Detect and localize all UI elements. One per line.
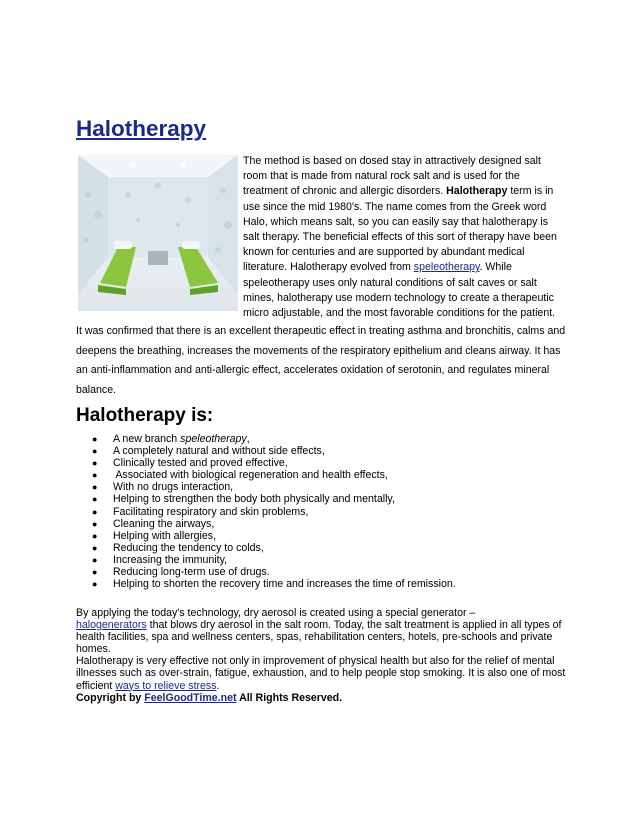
list-item: ● A completely natural and without side effects, [92, 445, 325, 458]
speleotherapy-link[interactable]: speleotherapy [413, 261, 480, 274]
list-item: ● Cleaning the airways, [92, 517, 215, 530]
intro-bold-term: Halotherapy [446, 185, 508, 198]
list-item: ● Facilitating respiratory and skin problems, [92, 505, 309, 518]
halogenerators-link[interactable]: halogenerators [76, 619, 147, 632]
page-title: Halotherapy [76, 116, 207, 141]
bullet-icon: ● [92, 542, 98, 553]
section-heading: Halotherapy is: [76, 405, 214, 426]
list-item: ● Helping to shorten the recovery time and increases the time of remission. [92, 578, 456, 591]
salt-room-photo [78, 155, 238, 311]
bullet-icon: ● [92, 494, 98, 505]
copyright-line: Copyright by FeelGoodTime.net All Rights Reserved. [76, 691, 343, 704]
bullet-icon: ● [92, 567, 98, 578]
list-item: ● Reducing long-term use of drugs. [92, 566, 270, 579]
feelgoodtime-link[interactable]: FeelGoodTime.net [144, 691, 237, 704]
intro-paragraph [243, 154, 565, 321]
relieve-stress-link[interactable]: ways to relieve stress [115, 679, 217, 692]
bullet-icon: ● [92, 518, 98, 529]
list-item: ● Associated with biological regeneration and health effects, [92, 469, 388, 482]
benefits-text: It was confirmed that there is an excellent therapeutic effect in treating asthma and bronchitis, calms and deepens the breathing, increases the movements of the respiratory epithelium and cleans airway. It has an anti-inflammation and anti-allergic effect, accelerates oxidation of serotonin, and regulates mineral balance. [76, 325, 566, 396]
bullet-icon: ● [92, 554, 98, 565]
intro-text-3: . While speleotherapy uses only natural conditions of salt caves or salt mines, halotherapy use modern technology to create a therapeutic micro adjustable, and the most favorable conditions for the patient. [243, 261, 556, 320]
bullet-icon: ● [92, 446, 98, 457]
list-item: ● Increasing the immunity, [92, 553, 228, 566]
bullet-icon: ● [92, 482, 98, 493]
list-item: ● Reducing the tendency to colds, [92, 541, 264, 554]
aerosol-paragraph: By applying the today's technology, dry aerosol is created using a special generator – halogenerators that blows dry aerosol in the salt room. Today, the salt treatment is applied in all types of health facilities, spa and wellness centers, spas, rehabilitation centers, hotels, pre-schools and private homes. [76, 607, 562, 656]
benefits-list [76, 433, 566, 590]
intro-text-2: term is in use since the mid 1980's. The name comes from the Greek word Halo, which means salt, so you can easily say that halotherapy is salt therapy. The beneficial effects of this sort of therapy have been known for centuries and are supported by abundant medical literature. Halotherapy evolved from [243, 185, 557, 274]
bullet-icon: ● [92, 470, 98, 481]
bullet-icon: ● [92, 506, 98, 517]
benefits-paragraph [76, 322, 566, 400]
bullet-icon: ● [92, 434, 98, 444]
list-item: ● With no drugs interaction, [92, 481, 234, 494]
list-item: ● Helping to strengthen the body both physically and mentally, [92, 493, 395, 506]
effectiveness-paragraph: Halotherapy is very effective not only in improvement of physical health but also for the relief of mental illnesses such as over-strain, fatigue, exhaustion, and to help people stop smoking. It is also one of most efficient ways to relieve stress. [76, 655, 566, 692]
bullet-icon: ● [92, 579, 98, 590]
closing-section [76, 607, 566, 704]
bullet-icon: ● [92, 458, 98, 469]
list-item: ● Clinically tested and proved effective, [92, 457, 288, 470]
list-item: ● A new branch speleotherapy, [92, 433, 250, 445]
speleotherapy-term: speleotherapy [180, 433, 247, 445]
intro-text-1: The method is based on dosed stay in attractively designed salt room that is made from natural rock salt and is used for the treatment of chronic and allergic disorders. [243, 155, 541, 198]
list-item: ● Helping with allergies, [92, 529, 217, 542]
bullet-icon: ● [92, 530, 98, 541]
salt-room-image-icon [78, 155, 238, 311]
